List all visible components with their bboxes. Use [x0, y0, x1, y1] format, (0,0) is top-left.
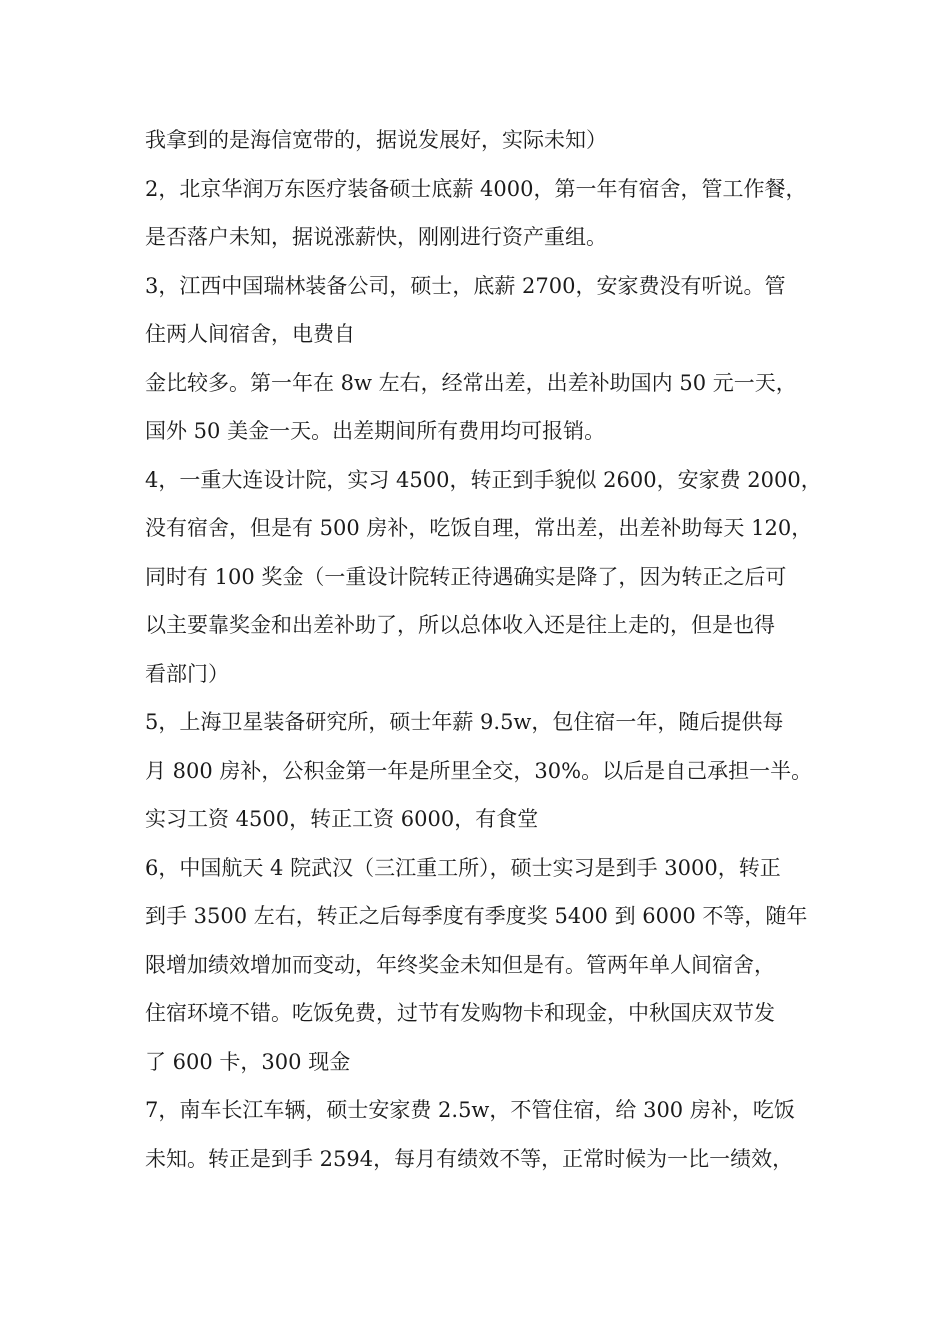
- text-line: 3，江西中国瑞林装备公司，硕士，底薪 2700，安家费没有听说。管: [145, 273, 786, 298]
- text-line: 2，北京华润万东医疗装备硕士底薪 4000，第一年有宿舍，管工作餐，: [145, 176, 807, 201]
- text-line: 5，上海卫星装备研究所，硕士年薪 9.5w，包住宿一年，随后提供每: [145, 710, 784, 734]
- text-line: 了 600 卡，300 现金: [145, 1049, 351, 1074]
- text-line: 住两人间宿舍，电费自: [145, 322, 355, 346]
- text-line: 国外 50 美金一天。出差期间所有费用均可报销。: [145, 419, 606, 443]
- document-body: [145, 116, 825, 1183]
- text-line: 是否落户未知，据说涨薪快，刚刚进行资产重组。: [145, 225, 607, 249]
- text-line: 4，一重大连设计院，实习 4500，转正到手貌似 2600，安家费 2000，: [145, 467, 822, 492]
- text-line: 月 800 房补，公积金第一年是所里全交，30%。以后是自己承担一半。: [145, 758, 813, 783]
- text-line: 住宿环境不错。吃饭免费，过节有发购物卡和现金，中秋国庆双节发: [145, 1001, 775, 1025]
- text-line: 6，中国航天 4 院武汉（三江重工所），硕士实习是到手 3000，转正: [145, 855, 781, 880]
- text-line: 同时有 100 奖金（一重设计院转正待遇确实是降了，因为转正之后可: [145, 564, 787, 589]
- text-line: 看部门）: [145, 661, 229, 686]
- text-line: 未知。转正是到手 2594，每月有绩效不等，正常时候为一比一绩效，: [145, 1146, 794, 1171]
- text-line: 没有宿舍，但是有 500 房补，吃饭自理，常出差，出差补助每天 120，: [145, 516, 813, 540]
- text-line: 实习工资 4500，转正工资 6000，有食堂: [145, 807, 539, 831]
- text-line: 到手 3500 左右，转正之后每季度有季度奖 5400 到 6000 不等，随年: [145, 904, 808, 928]
- text-line: 7，南车长江车辆，硕士安家费 2.5w，不管住宿，给 300 房补，吃饭: [145, 1098, 795, 1122]
- text-line: 我拿到的是海信宽带的，据说发展好，实际未知）: [145, 128, 607, 152]
- text-line: 限增加绩效增加而变动，年终奖金未知但是有。管两年单人间宿舍，: [145, 952, 775, 977]
- text-line: 以主要靠奖金和出差补助了，所以总体收入还是往上走的，但是也得: [145, 613, 775, 637]
- text-line: 金比较多。第一年在 8w 左右，经常出差，出差补助国内 50 元一天，: [145, 370, 797, 395]
